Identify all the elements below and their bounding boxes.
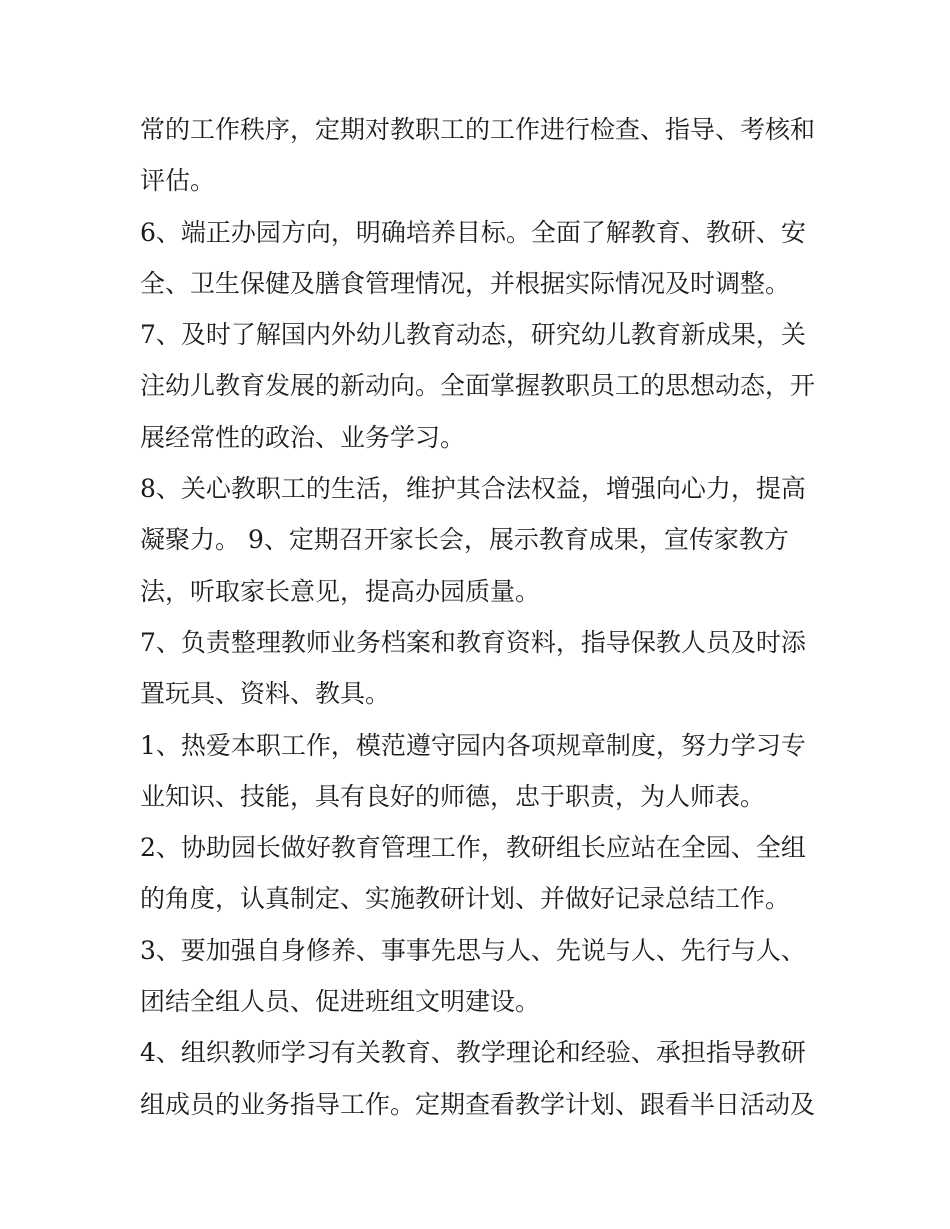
text-line: 法，听取家长意见，提高办园质量。 (140, 576, 541, 606)
text-line: 注幼儿教育发展的新动向。全面掌握教职员工的思想动态，开 (140, 371, 816, 401)
text-line: 展经常性的政治、业务学习。 (140, 422, 466, 452)
text-line: 7、负责整理教师业务档案和教育资料，指导保教人员及时添 (140, 627, 806, 657)
text-line: 业知识、技能，具有良好的师德，忠于职责，为人师表。 (140, 781, 766, 811)
text-line: 8、关心教职工的生活，维护其合法权益，增强向心力，提高 (140, 474, 806, 504)
text-line: 2、协助园长做好教育管理工作，教研组长应站在全园、全组 (140, 833, 806, 863)
text-line: 的角度，认真制定、实施教研计划、并做好记录总结工作。 (140, 884, 791, 914)
text-line: 常的工作秩序，定期对教职工的工作进行检查、指导、考核和 (140, 115, 816, 144)
text-line: 4、组织教师学习有关教育、教学理论和经验、承担指导教研 (140, 1038, 806, 1068)
text-line: 1、热爱本职工作，模范遵守园内各项规章制度，努力学习专 (140, 730, 806, 760)
text-line: 组成员的业务指导工作。定期查看教学计划、跟看半日活动及 (140, 1089, 816, 1119)
text-line: 3、要加强自身修养、事事先思与人、先说与人、先行与人、 (140, 935, 806, 965)
text-line: 团结全组人员、促进班组文明建设。 (140, 987, 541, 1017)
text-line: 7、及时了解国内外幼儿教育动态，研究幼儿教育新成果，关 (140, 320, 806, 350)
text-line: 置玩具、资料、教具。 (140, 679, 391, 709)
text-line: 凝聚力。 9、定期召开家长会，展示教育成果，宣传家教方 (140, 525, 789, 555)
text-line: 全、卫生保健及膳食管理情况，并根据实际情况及时调整。 (140, 268, 791, 298)
text-line: 6、端正办园方向，明确培养目标。全面了解教育、教研、安 (140, 217, 806, 247)
text-line: 评估。 (140, 166, 216, 196)
document-body (140, 104, 820, 1130)
